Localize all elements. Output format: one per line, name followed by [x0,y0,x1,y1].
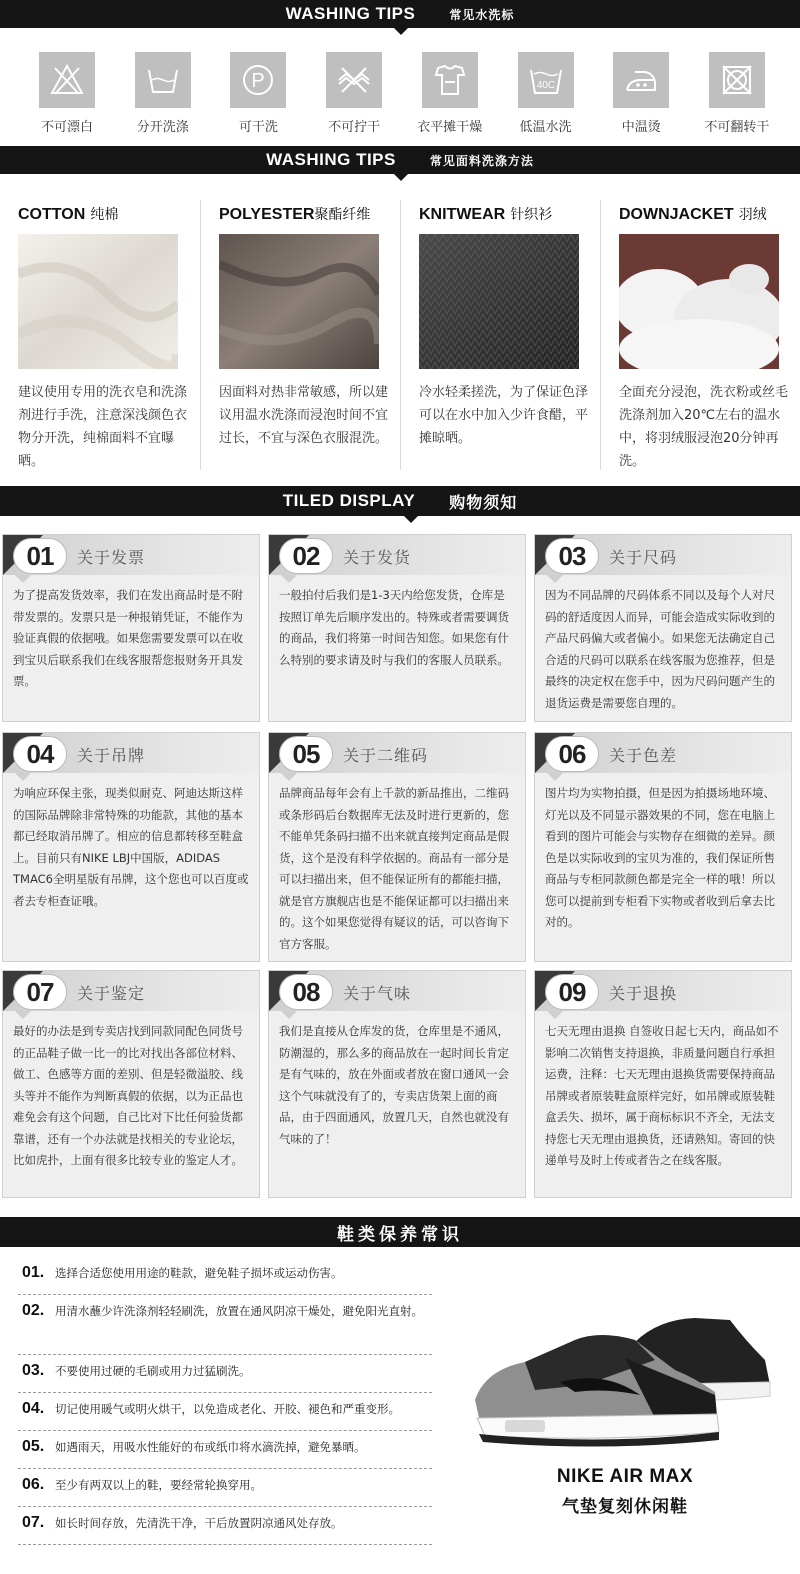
panel-arrow [15,773,31,781]
sneaker-image [465,1300,785,1460]
downjacket-fabric-image [619,234,779,369]
care-tip [0,1360,440,1390]
care-tip-number: 04. [22,1400,45,1417]
panel-number: 09 [545,974,599,1010]
care-tip-divider [18,1468,432,1469]
panel-header [3,535,259,575]
care-tip-divider [18,1544,432,1545]
panel-title: 关于气味 [343,984,412,1003]
shopping-notice-banner [0,486,800,516]
separate-wash-icon [135,52,191,108]
warm-wash-icon [518,52,574,108]
panel-text: 图片均为实物拍摄，但是因为拍摄场地环境、灯光以及不同显示器效果的不同，您在电脑上看到的图片可能会与实物存在细微的差异。颜色是以实际收到的宝贝为准的，我们保证所售商品与专柜同款颜色都是完全一样的哦！所以您可以提前到专柜看下实物或者收到后拿去比对的。 [545,786,775,929]
fabric-knitwear [400,200,600,470]
panel-arrow [281,575,297,583]
banner-arrow [394,174,408,181]
fabric-name-cn: 纯棉 [90,207,119,223]
notice-panel [534,970,792,1198]
wash-label: 可干洗 [238,120,278,135]
panel-title: 关于色差 [609,746,678,765]
dry-flat-icon [422,52,478,108]
fabric-name-en: DOWNJACKET [619,206,734,223]
dry-clean-icon [230,52,286,108]
fabric-name-cn: 针织衫 [510,207,553,223]
care-tip-divider [18,1430,432,1431]
fabric-description: 冷水轻柔搓洗，为了保证色泽可以在水中加入少许食醋，平摊晾晒。 [419,385,589,446]
notice-panel [534,534,792,722]
fabric-tips-banner [0,146,800,174]
wash-label: 低温水洗 [519,120,572,135]
panel-header [535,535,791,575]
care-tip-number: 06. [22,1476,45,1493]
fabric-name-cn: 羽绒 [738,207,767,223]
panel-arrow [547,773,563,781]
notice-panel [2,732,260,962]
banner-title-cn: 常见面料洗涤方法 [429,153,534,168]
panel-number: 02 [279,538,333,574]
shoe-name-en: NIKE AIR MAX [556,1466,694,1487]
fabric-description: 因面料对热非常敏感，所以建议用温水洗涤而浸泡时间不宜过长，不宜与深色衣服混洗。 [219,385,389,446]
panel-arrow [281,1011,297,1019]
panel-number: 04 [13,736,67,772]
fabric-title [619,204,800,226]
fabric-title [419,204,600,226]
panel-arrow [281,773,297,781]
banner-arrow [404,516,418,523]
notice-panel [268,970,526,1198]
panel-text: 我们是直接从仓库发的货，仓库里是不通风，防潮湿的，那么多的商品放在一起时间长肯定是有气味的，放在外面或者放在窗口通风一会这个气味就没有了的，专卖店货架上面的商品，由于四面通风，放置几天，自然也就没有气味的了！ [279,1024,509,1146]
care-tip-number: 01. [22,1264,45,1281]
panel-text: 因为不同品牌的尺码体系不同以及每个人对尺码的舒适度因人而异，可能会造成实际收到的产品尺码偏大或者偏小。如果您无法确定自己合适的尺码可以联系在线客服为您推荐，但是最终的决定权在您手中，因为尺码问题产生的退货运费是需要您自理的。 [545,588,775,710]
notice-panel [534,732,792,962]
notice-panel [268,732,526,962]
care-tip-text: 如长时间存放，先清洗干净，干后放置阴凉通风处存放。 [55,1516,343,1530]
care-tip-text: 选择合适您使用用途的鞋款，避免鞋子损坏或运动伤害。 [55,1266,343,1280]
cotton-fabric-image [18,234,178,369]
no-wring-icon [326,52,382,108]
knitwear-fabric-image [419,234,579,369]
wash-label: 不可翻转干 [704,120,770,135]
panel-text: 七天无理由退换 自签收日起七天内，商品如不影响二次销售支持退换，非质量问题自行承担运费，注释：七天无理由退换货需要保持商品吊牌或者原装鞋盒原样完好，如吊牌或原装鞋盒丢失、损坏，属于商标标识不齐全，无法支持您七天无理由退换货，还请熟知。寄回的快递单号及时上传或者告之在线客服。 [545,1024,779,1167]
panel-title: 关于退换 [609,984,678,1003]
care-tip-text: 至少有两双以上的鞋，要经常轮换穿用。 [55,1478,262,1492]
fabric-title [219,204,400,226]
care-tips-list [0,1262,440,1542]
wash-label: 不可拧干 [328,120,381,135]
wash-item [118,52,208,135]
wash-item [596,52,686,135]
wash-item [692,52,782,135]
washing-tips-banner [0,0,800,28]
wash-label: 不可漂白 [40,120,93,135]
panel-title: 关于吊牌 [77,746,146,765]
panel-title: 关于发票 [77,548,146,567]
banner-title-en: WASHING TIPS [266,150,396,169]
wash-label: 中温烫 [621,120,661,135]
wash-item [213,52,303,135]
banner-title-en: TILED DISPLAY [282,491,416,510]
panel-header [3,733,259,773]
wash-label: 衣平摊干燥 [417,120,483,135]
panel-number: 05 [279,736,333,772]
wash-item [405,52,495,135]
shoe-care-banner [0,1217,800,1247]
panel-number: 03 [545,538,599,574]
wash-icon-row [22,52,782,135]
fabric-description: 全面充分浸泡，洗衣粉或丝毛洗涤剂加入20℃左右的温水中，将羽绒服浸泡20分钟再洗。 [619,385,789,469]
panel-number: 06 [545,736,599,772]
care-tip [0,1474,440,1504]
care-tip [0,1512,440,1542]
fabric-description: 建议使用专用的洗衣皂和洗涤剂进行手洗，注意深浅颜色衣物分开洗，纯棉面料不宜曝晒。 [18,385,188,469]
care-tip-text: 用清水蘸少许洗涤剂轻轻刷洗，放置在通风阴凉干燥处，避免阳光直射。 [55,1304,423,1318]
fabric-name-en: KNITWEAR [419,206,506,223]
care-tip [0,1398,440,1428]
panel-header [3,971,259,1011]
care-tip-number: 07. [22,1514,45,1531]
panel-title: 关于发货 [343,548,412,567]
no-tumble-dry-icon [709,52,765,108]
care-tip [0,1262,440,1292]
panel-header [535,971,791,1011]
panel-number: 07 [13,974,67,1010]
panel-text: 品牌商品每年会有上千款的新品推出，二维码或条形码后台数据库无法及时进行更新的，您不能单凭条码扫描不出来就直接判定商品是假货，这个是没有科学依据的。商品有一部分是可以扫描出来，但不能保证所有的都能扫描，就是官方旗舰店也是不能保证都可以扫描出来的。这个如果您觉得有疑议的话，可以咨询下官方客服。 [279,786,509,951]
panel-arrow [15,1011,31,1019]
no-bleach-icon [39,52,95,108]
panel-title: 关于尺码 [609,548,678,567]
panel-arrow [547,1011,563,1019]
wash-item [501,52,591,135]
panel-header [269,971,525,1011]
care-tip-divider [18,1354,432,1355]
wash-label: 分开洗涤 [136,120,189,135]
care-tip-divider [18,1506,432,1507]
fabric-downjacket [600,200,800,470]
care-banner-title: 鞋类保养常识 [337,1224,463,1245]
banner-arrow [394,28,408,35]
care-tip [0,1436,440,1466]
panel-arrow [547,575,563,583]
polyester-fabric-image [219,234,379,369]
panel-text: 为响应环保主张，现类似耐克、阿迪达斯这样的国际品牌除非常特殊的功能款，其他的基本都已经取消吊牌了。相应的信息都转移至鞋盒上。目前只有NIKE LBJ中国版，ADIDAS TMAC6全明星版有吊牌，这个您也可以百度或者去专柜查证哦。 [13,786,249,908]
panel-arrow [15,575,31,583]
care-tip-text: 如遇雨天，用吸水性能好的布或纸巾将水滴洗掉，避免暴晒。 [55,1440,366,1454]
care-tip-text: 切记使用暖气或明火烘干，以免造成老化、开胶、褪色和严重变形。 [55,1402,400,1416]
wash-item [22,52,112,135]
panel-header [535,733,791,773]
panel-title: 关于鉴定 [77,984,146,1003]
fabric-cotton [0,200,200,470]
wash-item [309,52,399,135]
care-tip-text: 不要使用过硬的毛刷或用力过猛刷洗。 [55,1364,251,1378]
fabric-name-en: POLYESTER [219,206,315,223]
fabric-name-cn: 聚酯纤维 [314,207,371,223]
panel-text: 最好的办法是到专卖店找到同款同配色同货号的正品鞋子做一比一的比对找出各部位材料、做工、色感等方面的差别、但是轻微溢胶、线头等并不能作为判断真假的依据，以为正品也难免会有这个问题，自己比对下比任何验货都靠谱，还有一个办法就是找相关的专业论坛，比如虎扑，上面有很多比较专业的鉴定人才。 [13,1024,243,1167]
panel-header [269,733,525,773]
panel-number: 01 [13,538,67,574]
care-tip-number: 02. [22,1302,45,1319]
care-tip-number: 03. [22,1362,45,1379]
banner-title-en: WASHING TIPS [285,4,416,23]
banner-title-cn: 购物须知 [449,492,518,512]
fabric-title [18,204,200,226]
panel-text: 为了提高发货效率，我们在发出商品时是不附带发票的。发票只是一种报销凭证，不能作为验证真假的依据哦。如果您需要发票可以在收到宝贝后联系我们在线客服帮您报财务开具发票。 [13,588,243,688]
warm-wash-temp: 40C [536,80,555,91]
notice-panel [2,970,260,1198]
fabric-name-en: COTTON [18,206,86,223]
dry-clean-letter: P [251,70,266,92]
care-tip-number: 05. [22,1438,45,1455]
notice-panel [2,534,260,722]
panel-header [269,535,525,575]
panel-title: 关于二维码 [343,746,429,765]
notice-panel [268,534,526,722]
shoe-name-cn: 气垫复刻休闲鞋 [562,1497,688,1517]
medium-iron-icon [613,52,669,108]
banner-title-cn: 常见水洗标 [449,7,515,22]
care-tip [0,1300,440,1352]
fabric-polyester [200,200,400,470]
panel-text: 一般拍付后我们是1-3天内给您发货，仓库是按照订单先后顺序发出的。特殊或者需要调货的商品，我们将第一时间告知您。如果您有什么特别的要求请及时与我们的客服人员联系。 [279,588,509,667]
shoe-showcase [465,1300,785,1570]
care-tip-divider [18,1294,432,1295]
fabric-row [0,200,800,470]
panel-number: 08 [279,974,333,1010]
care-tip-divider [18,1392,432,1393]
